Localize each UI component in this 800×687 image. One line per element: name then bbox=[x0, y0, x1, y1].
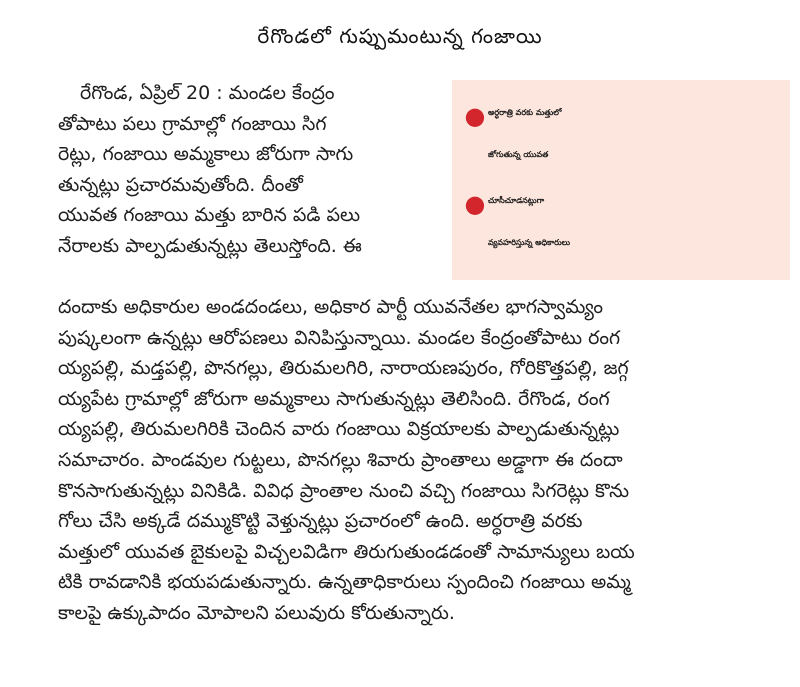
highlight-line: అర్ధరాత్రి వరకు మత్తులో bbox=[488, 108, 562, 117]
article-wide-column bbox=[58, 292, 783, 629]
article-line: తోపాటు పలు గ్రామాల్లో గంజాయి సిగ bbox=[58, 112, 327, 135]
article-line: గోలు చేసి అక్కడే దమ్ముకొట్టి వెళ్తున్నట్లు ప్రచారంలో ఉంది. అర్ధరాత్రి వరకు bbox=[58, 510, 583, 533]
article-line: రెట్లు, గంజాయి అమ్మకాలు జోరుగా సాగు bbox=[58, 143, 354, 166]
article-line: కొనసాగుతున్నట్లు వినికిడి. వివిధ ప్రాంతాల నుంచి వచ్చి గంజాయి సిగరెట్లు కొను bbox=[58, 479, 630, 502]
article-line: పుష్కలంగా ఉన్నట్లు ఆరోపణలు వినిపిస్తున్నాయి. మండల కేంద్రంతోపాటు రంగ bbox=[58, 326, 621, 349]
article-line: సమాచారం. పాండవుల గుట్టలు, పొనగల్లు శివారు ప్రాంతాలు అడ్డాగా ఈ దందా bbox=[58, 448, 623, 471]
article-narrow-column bbox=[58, 78, 443, 262]
article-line: తున్నట్లు ప్రచారమవుతోంది. దీంతో bbox=[58, 173, 303, 196]
article-line: టికి రావడానికి భయపడుతున్నారు. ఉన్నతాధికారులు స్పందించి గంజాయి అమ్మ bbox=[58, 571, 631, 594]
article-line: నేరాలకు పాల్పడుతున్నట్లు తెలుస్తోంది. ఈ bbox=[58, 234, 362, 257]
highlight-item bbox=[462, 180, 780, 264]
bullet-icon: ● bbox=[464, 190, 486, 218]
article-line: దందాకు అధికారుల అండదండలు, అధికార పార్టీ యువనేతల భాగస్వామ్యం bbox=[58, 296, 604, 318]
highlight-item bbox=[462, 92, 780, 176]
highlight-line: వ్యవహరిస్తున్న అధికారులు bbox=[488, 238, 571, 247]
headline: రేగొండలో గుప్పుమంటున్న గంజాయి bbox=[257, 24, 543, 48]
article-line: రేగొండ, ఏప్రిల్ 20 : మండల కేంద్రం bbox=[80, 82, 335, 104]
article-line: కాలపై ఉక్కుపాదం మోపాలని పలువురు కోరుతున్నారు. bbox=[58, 601, 455, 624]
article-line: యువత గంజాయి మత్తు బారిన పడి పలు bbox=[58, 204, 361, 227]
bullet-icon: ● bbox=[464, 102, 486, 130]
article-line: య్యపల్లి, తిరుమలగిరికి చెందిన వారు గంజాయి విక్రయాలకు పాల్పడుతున్నట్లు bbox=[58, 418, 620, 441]
highlight-box bbox=[452, 80, 790, 280]
highlight-line: చూసీచూడనట్లుగా bbox=[488, 196, 545, 205]
article-line: య్యపేట గ్రామాల్లో జోరుగా అమ్మకాలు సాగుతున్నట్లు తెలిసింది. రేగొండ, రంగ bbox=[58, 387, 610, 410]
article-line: య్యపల్లి, మడ్తపల్లి, పొనగల్లు, తిరుమలగిరి, నారాయణపురం, గోరికొత్తపల్లి, జగ్గ bbox=[58, 357, 629, 380]
article-line: మత్తులో యువత బైకులపై విచ్చలవిడిగా తిరుగుతుండడంతో సామాన్యులు బయ bbox=[58, 540, 635, 563]
highlight-line: జోగుతున్న యువత bbox=[488, 150, 549, 159]
